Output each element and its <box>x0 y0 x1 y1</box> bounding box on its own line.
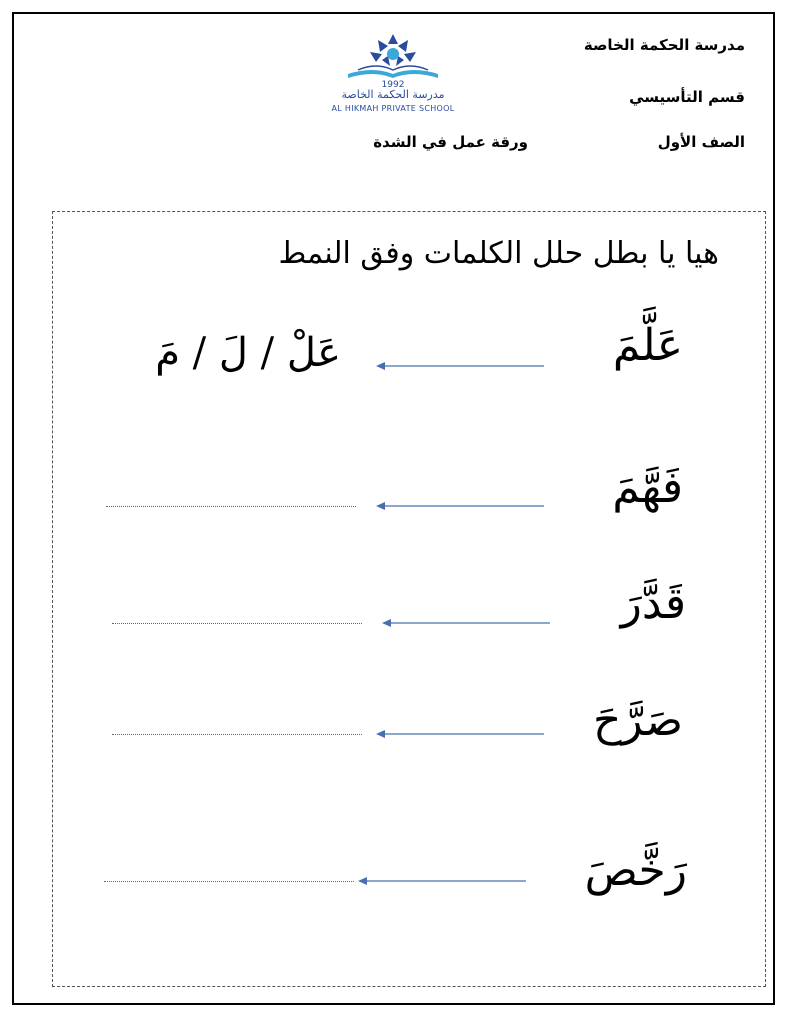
word-item: قَدَّرَ <box>620 578 686 629</box>
logo-name-english: AL HIKMAH PRIVATE SCHOOL <box>331 104 455 113</box>
answer-blank[interactable] <box>106 506 356 507</box>
logo-name-arabic: مدرسة الحكمة الخاصة <box>341 88 445 101</box>
arrow-left-icon <box>376 500 546 512</box>
word-item: عَلَّمَ <box>612 320 683 371</box>
logo-year: 1992 <box>381 80 405 90</box>
school-name: مدرسة الحكمة الخاصة <box>583 36 745 54</box>
worksheet-title: ورقة عمل في الشدة <box>373 133 528 151</box>
word-item: فَهَّمَ <box>612 462 683 513</box>
answer-blank[interactable] <box>112 734 362 735</box>
answer-example: عَلْ / لَ / مَ <box>155 330 341 376</box>
department-label: قسم التأسيسي <box>629 88 745 106</box>
school-logo <box>318 30 468 120</box>
arrow-left-icon <box>376 360 546 372</box>
arrow-left-icon <box>358 875 528 887</box>
arrow-left-icon <box>382 617 552 629</box>
exercise-instruction: هيا يا بطل حلل الكلمات وفق النمط <box>278 236 719 271</box>
word-item: صَرَّحَ <box>592 695 683 746</box>
answer-blank[interactable] <box>112 623 362 624</box>
answer-blank[interactable] <box>104 881 354 882</box>
word-item: رَخَّصَ <box>584 845 687 896</box>
arrow-left-icon <box>376 728 546 740</box>
grade-label: الصف الأول <box>657 133 745 151</box>
logo-emblem-icon <box>318 30 468 86</box>
